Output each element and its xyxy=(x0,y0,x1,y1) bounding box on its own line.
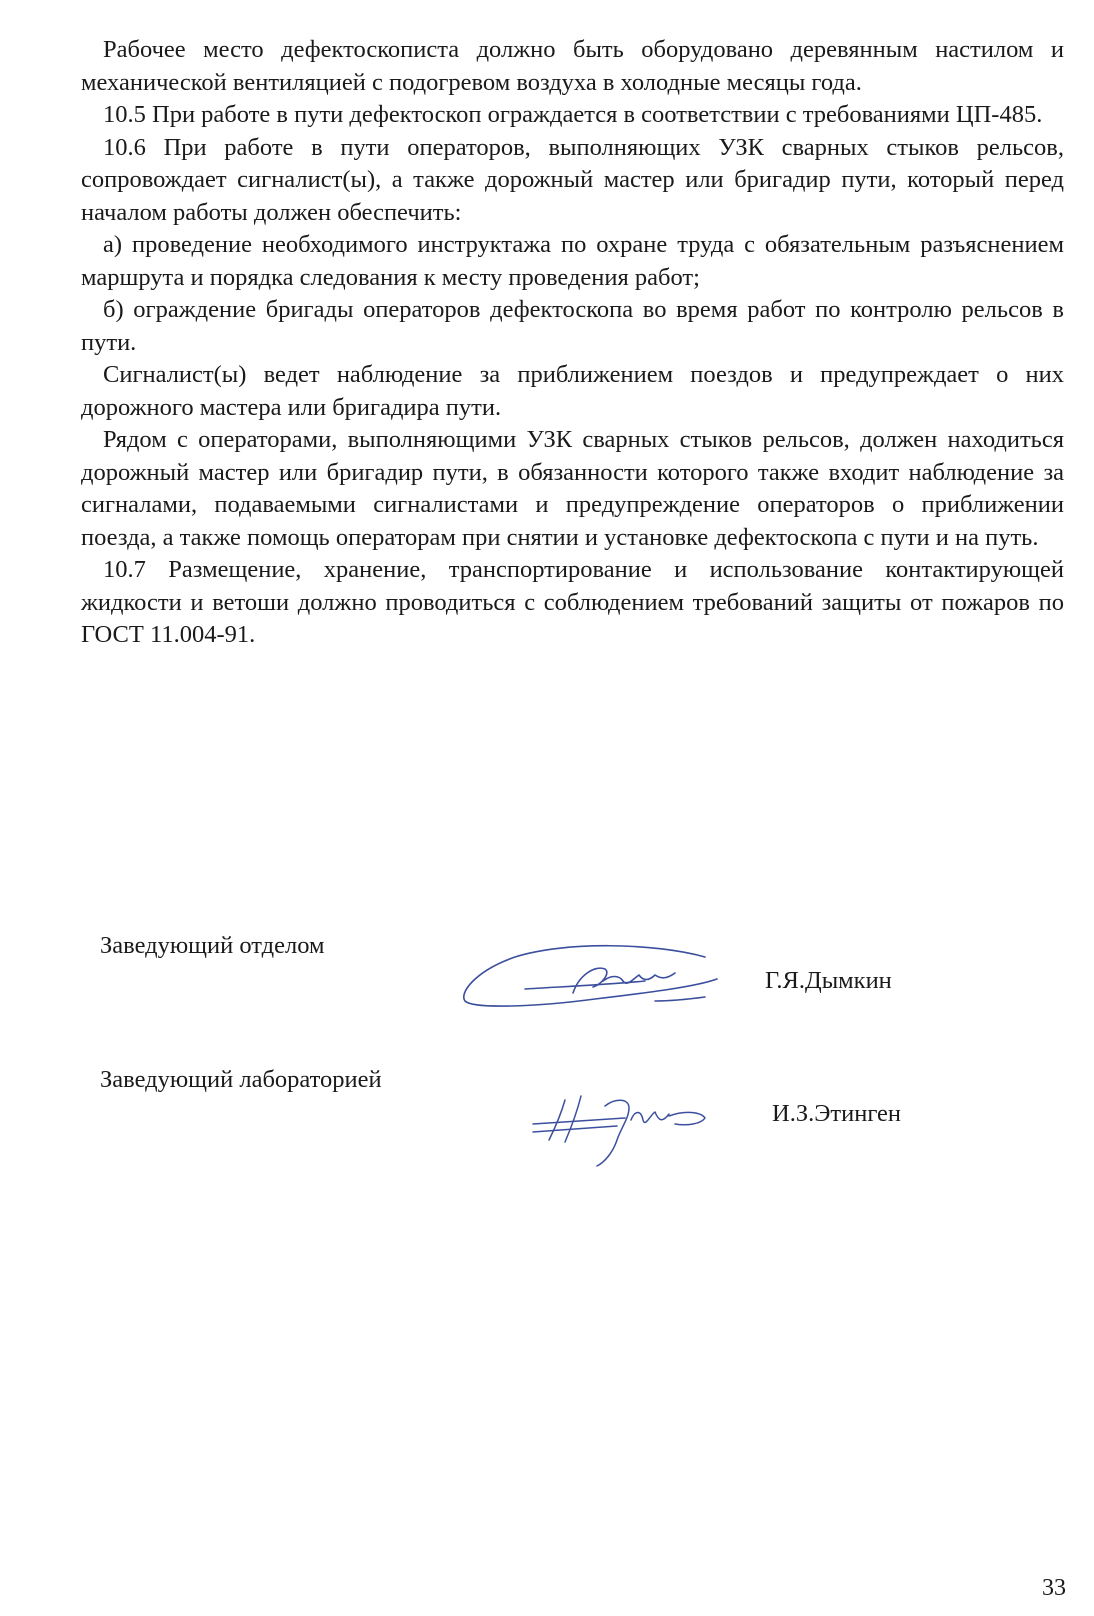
paragraph-track-master: Рядом с операторами, выполняющими УЗК сварных стыков рельсов, должен находиться дорожный мастер или бригадир пути, в обязанности которого также входит наблюдение за сигналами, подаваемыми сигналистами и предупреждение операторов о приближении поезда, а также помощь операторам при снятии и установке дефектоскопа с пути и на путь. xyxy=(81,426,1064,551)
paragraph-10-5: 10.5 При работе в пути дефектоскоп ограждается в соответствии с требованиями ЦП-485. xyxy=(103,101,1043,128)
list-item-b: б) ограждение бригады операторов дефектоскопа во время работ по контролю рельсов в пути. xyxy=(81,296,1064,356)
handwritten-signature-1 xyxy=(455,935,735,1025)
paragraph-workplace: Рабочее место дефектоскописта должно быть оборудовано деревянным настилом и механической вентиляцией с подогревом воздуха в холодные месяцы года. xyxy=(81,36,1064,96)
signatory-title-1: Заведующий отделом xyxy=(100,932,325,959)
body-text xyxy=(81,34,1064,652)
handwritten-signature-2 xyxy=(525,1080,725,1170)
paragraph-10-6: 10.6 При работе в пути операторов, выполняющих УЗК сварных стыков рельсов, сопровождает сигналист(ы), а также дорожный мастер или бригадир пути, который перед началом работы должен обеспечить: xyxy=(81,133,1064,226)
list-item-a: а) проведение необходимого инструктажа по охране труда с обязательным разъяснением маршрута и порядка следования к месту проведения работ; xyxy=(81,231,1064,291)
page-number: 33 xyxy=(1042,1575,1066,1601)
signatory-name-1: Г.Я.Дымкин xyxy=(765,967,892,994)
signatory-name-2: И.З.Этинген xyxy=(772,1100,902,1127)
signatory-title-2: Заведующий лабораторией xyxy=(100,1066,382,1093)
paragraph-10-7: 10.7 Размещение, хранение, транспортирование и использование контактирующей жидкости и ветоши должно проводиться с соблюдением требований защиты от пожаров по ГОСТ 11.004-91. xyxy=(81,556,1064,648)
paragraph-signalman: Сигналист(ы) ведет наблюдение за приближением поездов и предупреждает о них дорожного мастера или бригадира пути. xyxy=(81,361,1064,421)
